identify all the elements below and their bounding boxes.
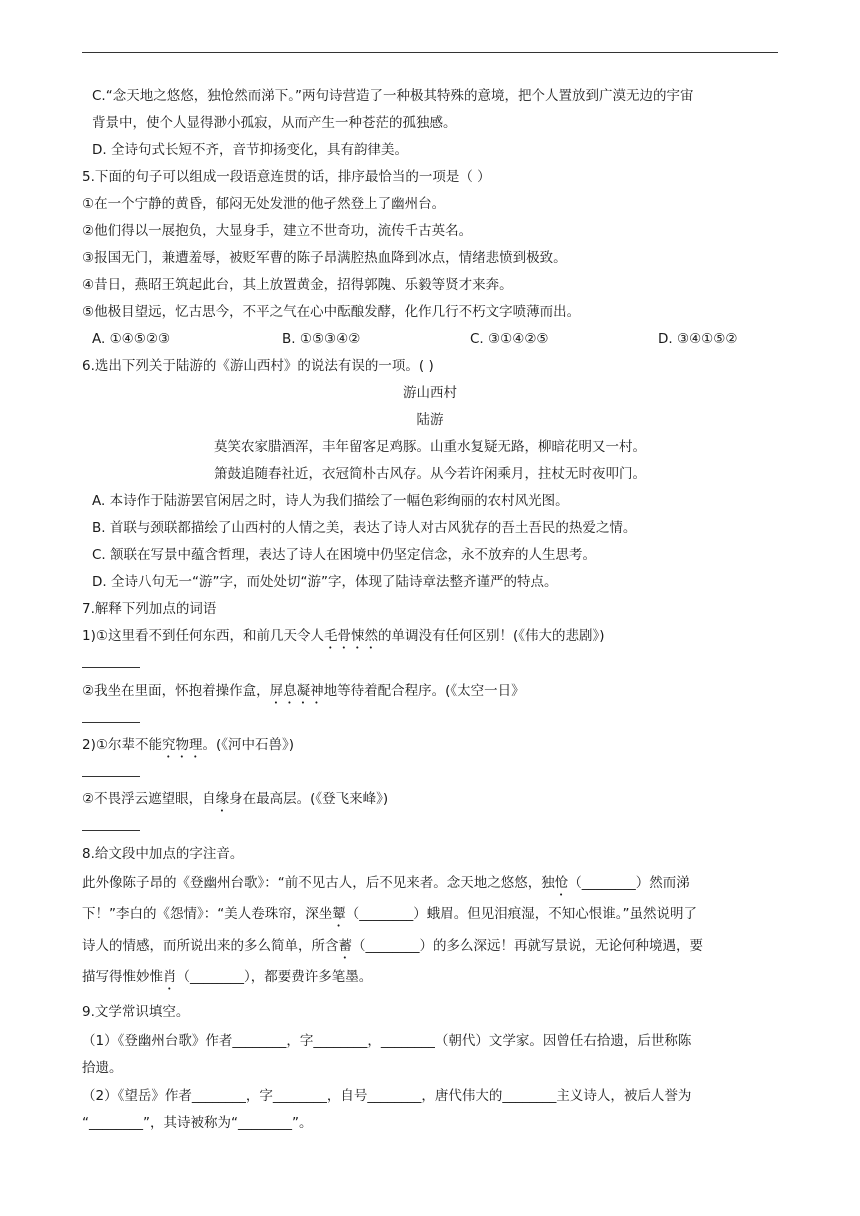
q5-option-a[interactable]: A. ①④⑤②③ [92,331,171,347]
q7-item-2a [82,735,294,761]
q8-dotted-char-2: 颦 [332,906,346,922]
q5-sentence-2: ②他们得以一展抱负，大显身手，建立不世奇功，流传千古英名。 [82,223,473,239]
q7-answer-blank-1b[interactable] [82,722,140,723]
q8-dotted-char-1: 怆 [554,875,569,891]
q9-item-2-line2[interactable]: “________”，其诗被称为“________”。 [82,1115,313,1131]
poem-title: 游山西村 [403,385,457,401]
q6-option-b[interactable]: B. 首联与颈联都描绘了山西村的人情之美，表达了诗人对古风犹存的吾土吾民的热爱之情。 [92,520,637,536]
q4-option-c-line1: C.“念天地之悠悠，独怆然而涕下。”两句诗营造了一种极其特殊的意境，把个人置放到广漠无边的宇宙 [92,88,694,104]
q7-item-1b-dotted-word: 屏息凝神 [269,683,324,699]
q4-option-d: D. 全诗句式长短不齐，音节抑扬变化，具有韵律美。 [92,142,408,158]
q7-item-2b-text: ②不畏浮云遮望眼，自 [82,791,216,807]
q8-passage-line4 [82,967,372,993]
q7-item-1a-source: 的单调没有任何区别！(《伟大的悲剧》) [377,628,605,644]
q5-option-d[interactable]: D. ③④①⑤② [658,331,738,347]
q9-stem: 9.文学常识填空。 [82,1004,190,1020]
q7-answer-blank-2b[interactable] [82,830,140,831]
q7-item-1a [82,626,605,652]
q9-item-1-line1[interactable]: （1）《登幽州台歌》作者________，字________，________（朝代）文学家。因曾任右拾遗，后世称陈 [82,1033,692,1049]
q7-item-2b-source: 身在最高层。(《登飞来峰》) [229,791,389,807]
q8-line3-text: 诗人的情感，而所说出来的多么简单，所含 [82,938,339,954]
q5-sentence-1: ①在一个宁静的黄昏，郁闷无处发泄的他孑然登上了幽州台。 [82,196,446,212]
q5-option-c[interactable]: C. ③①④②⑤ [470,331,549,347]
q7-answer-blank-1a[interactable] [82,667,140,668]
q6-option-d[interactable]: D. 全诗八句无一“游”字，而处处切“游”字，体现了陆诗章法整齐谨严的特点。 [92,574,558,590]
q8-blank-2[interactable]: （________）蛾眉。但见泪痕湿，不知心恨谁。”虽然说明了 [345,906,697,922]
q4-option-c-line2: 背景中，使个人显得渺小孤寂，从而产生一种苍茫的孤独感。 [92,115,457,131]
q8-blank-4[interactable]: （________），都要费许多笔墨。 [176,969,373,985]
q8-line1-text: 此外像陈子昂的《登幽州台歌》：“前不见古人，后不见来者。念天地之悠悠，独 [82,875,555,891]
q7-item-1b-source: 地等待着配合程序。(《太空一日》 [323,683,525,699]
q5-sentence-3: ③报国无门，兼遭羞辱，被贬军曹的陈子昂满腔热血降到冰点，情绪悲愤到极致。 [82,250,567,266]
poem-author: 陆游 [416,412,444,428]
q7-stem: 7.解释下列加点的词语 [82,601,217,617]
poem-line-2: 箫鼓追随春社近，衣冠简朴古风存。从今若许闲乘月，拄杖无时夜叩门。 [214,466,646,482]
q7-item-1b [82,681,525,707]
q9-item-1-line2: 拾遗。 [82,1060,123,1076]
q8-passage-line1 [82,873,690,899]
q7-item-1a-text: 1)①这里看不到任何东西，和前几天令人 [82,628,324,644]
q5-sentence-4: ④昔日，燕昭王筑起此台，其上放置黄金，招得郭隗、乐毅等贤才来奔。 [82,277,513,293]
q6-stem: 6.选出下列关于陆游的《游山西村》的说法有误的一项。( ) [82,358,434,374]
q6-option-c[interactable]: C. 颔联在写景中蕴含哲理，表达了诗人在困境中仍坚定信念，永不放弃的人生思考。 [92,547,597,563]
q7-item-2b [82,789,388,815]
q8-passage-line3 [82,936,703,962]
q7-item-2a-source: 。(《河中石兽》) [202,737,295,753]
q7-item-2a-text: 2)①尔辈不能 [82,737,162,753]
q8-blank-3[interactable]: （________）的多么深远！再就写景说，无论何种境遇，要 [352,938,703,954]
header-rule [82,52,778,53]
q7-item-2a-dotted-word: 究物理 [161,737,203,753]
q8-line4-text: 描写得惟妙惟 [82,969,163,985]
q8-blank-1[interactable]: （________）然而涕 [568,875,690,891]
q8-passage-line2 [82,904,697,930]
q7-item-1a-dotted-word: 毛骨悚然 [323,628,378,644]
q7-answer-blank-2a[interactable] [82,776,140,777]
q5-stem: 5.下面的句子可以组成一段语意连贯的话，排序最恰当的一项是（ ） [82,169,491,185]
q7-item-1b-text: ②我坐在里面，怀抱着操作盒， [82,683,270,699]
q8-stem: 8.给文段中加点的字注音。 [82,846,244,862]
q6-option-a[interactable]: A. 本诗作于陆游罢官闲居之时，诗人为我们描绘了一幅色彩绚丽的农村风光图。 [92,493,569,509]
q7-item-2b-dotted-word: 缘 [215,791,230,807]
q8-line2-text: 下！”李白的《怨情》：“美人卷珠帘，深坐 [82,906,333,922]
poem-line-1: 莫笑农家腊酒浑，丰年留客足鸡豚。山重水复疑无路，柳暗花明又一村。 [214,439,646,455]
q5-sentence-5: ⑤他极目望远，忆古思今，不平之气在心中酝酿发酵，化作几行不朽文字喷薄而出。 [82,304,581,320]
q5-option-b[interactable]: B. ①⑤③④② [282,331,361,347]
q8-dotted-char-3: 蓄 [338,938,352,954]
q8-dotted-char-4: 肖 [163,969,177,985]
q9-item-2-line1[interactable]: （2）《望岳》作者________，字________，自号________，唐代伟大的________主义诗人，被后人誉为 [82,1088,692,1104]
